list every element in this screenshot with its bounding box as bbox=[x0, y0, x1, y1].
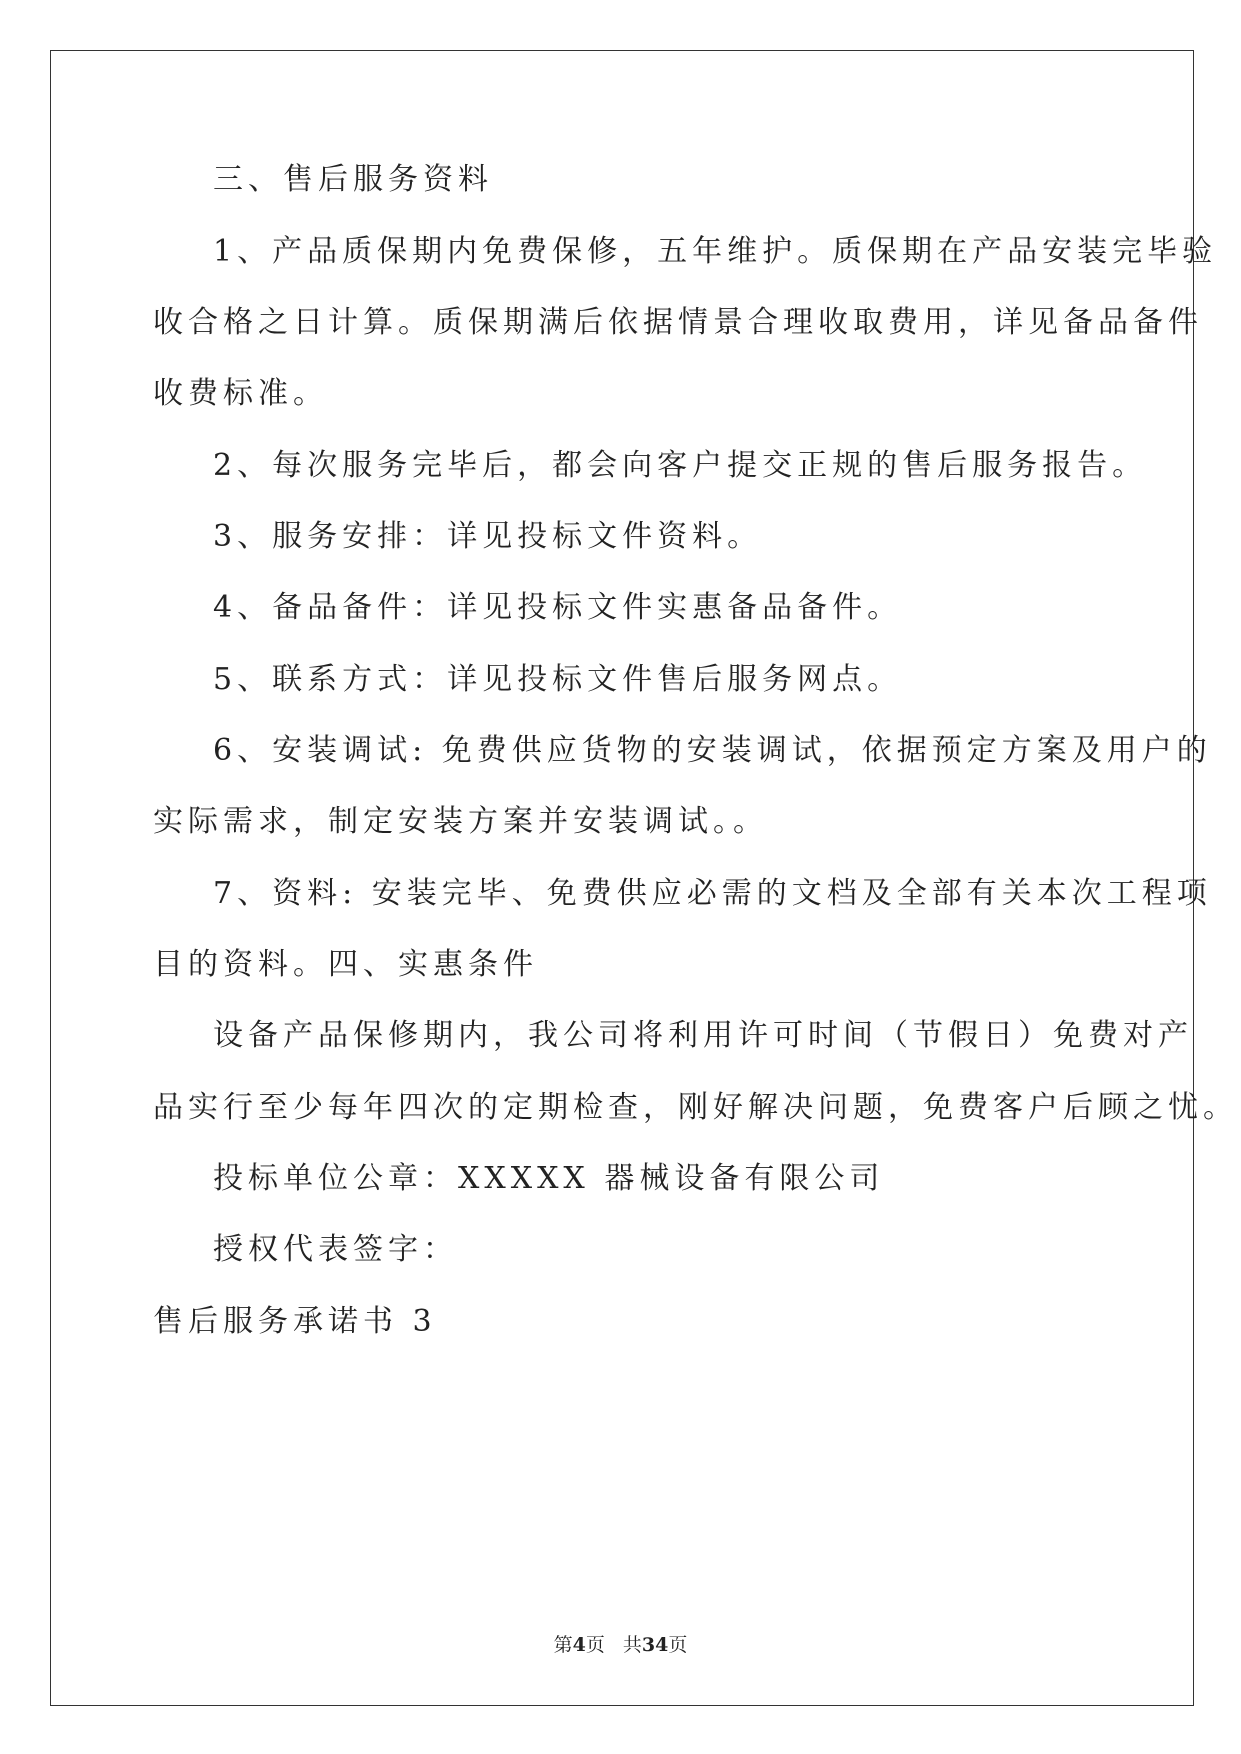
paragraph-1-line-3: 收费标准。 bbox=[153, 376, 328, 411]
paragraph-8-line-2: 品实行至少每年四次的定期检查，刚好解决问题，免费客户后顾之忧。 bbox=[153, 1090, 1238, 1125]
paragraph-6-line-2: 实际需求，制定安装方案并安装调试。。 bbox=[153, 804, 768, 839]
section-heading-after-sales: 三、售后服务资料 bbox=[213, 162, 493, 197]
paragraph-7-line-1: 7、资料: 安装完毕、免费供应必需的文档及全部有关本次工程项 bbox=[213, 876, 1212, 911]
footer-page-suffix: 页 bbox=[585, 1634, 605, 1656]
paragraph-8-line-1: 设备产品保修期内，我公司将利用许可时间（节假日）免费对产 bbox=[213, 1018, 1193, 1053]
signature-line: 授权代表签字： bbox=[213, 1232, 458, 1267]
paragraph-1-line-1: 1、产品质保期内免费保修，五年维护。质保期在产品安装完毕验 bbox=[213, 234, 1218, 269]
paragraph-4: 4、备品备件：详见投标文件实惠备品备件。 bbox=[213, 590, 903, 625]
page-footer bbox=[0, 1633, 1241, 1657]
paragraph-7-line-2: 目的资料。四、实惠条件 bbox=[153, 947, 538, 982]
footer-total-pages: 34 bbox=[641, 1634, 669, 1656]
footer-total-prefix: 共 bbox=[622, 1634, 642, 1656]
paragraph-2: 2、每次服务完毕后，都会向客户提交正规的售后服务报告。 bbox=[213, 448, 1148, 483]
paragraph-6-line-1: 6、安装调试: 免费供应货物的安装调试，依据预定方案及用户的 bbox=[213, 733, 1212, 768]
bidder-seal-line: 投标单位公章：XXXXX 器械设备有限公司 bbox=[213, 1161, 885, 1196]
footer-page-number: 4 bbox=[572, 1634, 586, 1656]
footer-total-suffix: 页 bbox=[668, 1634, 688, 1656]
paragraph-3: 3、服务安排：详见投标文件资料。 bbox=[213, 519, 763, 554]
paragraph-1-line-2: 收合格之日计算。质保期满后依据情景合理收取费用，详见备品备件 bbox=[153, 305, 1203, 340]
next-section-title: 售后服务承诺书 3 bbox=[153, 1304, 437, 1339]
footer-page-prefix: 第 bbox=[553, 1634, 573, 1656]
paragraph-5: 5、联系方式：详见投标文件售后服务网点。 bbox=[213, 662, 903, 697]
